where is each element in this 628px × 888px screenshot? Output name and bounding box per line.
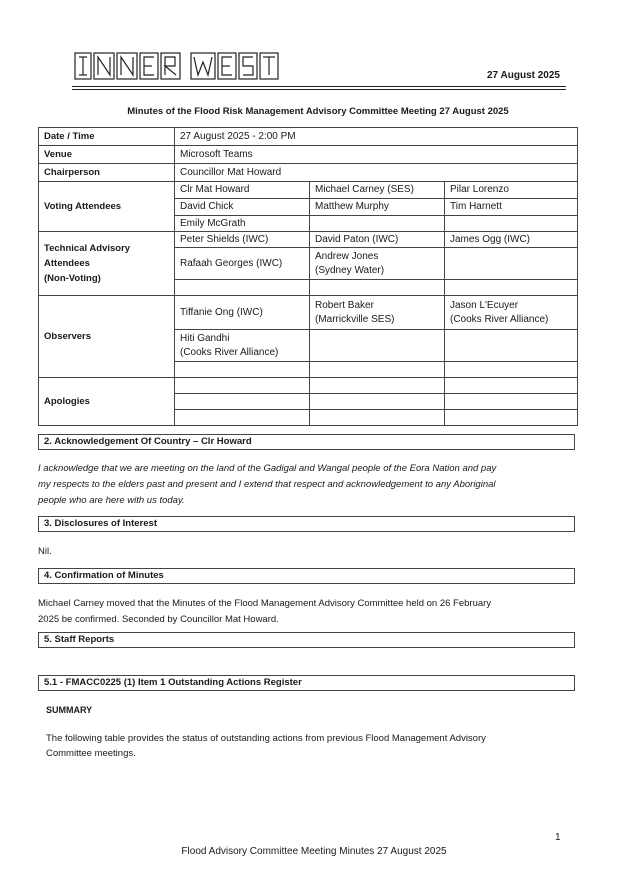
paragraph-line: my respects to the elders past and present and I extend that respect and acknowledgement to any Aboriginal bbox=[38, 479, 496, 490]
attendee-cell bbox=[445, 280, 578, 296]
attendee-cell bbox=[175, 378, 310, 394]
table-row bbox=[39, 296, 578, 330]
section-staff-reports-heading: 5. Staff Reports bbox=[38, 632, 575, 648]
disclosures-text: Nil. bbox=[38, 546, 52, 557]
attendee-cell bbox=[310, 330, 445, 362]
table-row bbox=[39, 164, 578, 182]
table-row bbox=[39, 128, 578, 146]
attendee-cell bbox=[445, 296, 578, 330]
attendee-cell: Clr Mat Howard bbox=[175, 182, 310, 199]
technical-attendees-label bbox=[39, 232, 175, 296]
attendee-cell bbox=[310, 394, 445, 410]
attendee-name: Hiti Gandhi bbox=[180, 332, 230, 344]
date-time-value: 27 August 2025 - 2:00 PM bbox=[175, 128, 578, 146]
attendee-cell: Tiffanie Ong (IWC) bbox=[175, 296, 310, 330]
attendee-name: Jason L'Ecuyer bbox=[450, 299, 519, 311]
section-disclosures-heading: 3. Disclosures of Interest bbox=[38, 516, 575, 532]
attendee-org: (Cooks River Alliance) bbox=[450, 313, 549, 325]
observers-label: Observers bbox=[39, 296, 175, 378]
attendee-cell: Tim Harnett bbox=[445, 199, 578, 216]
header-rule bbox=[72, 86, 566, 87]
attendee-cell: Peter Shields (IWC) bbox=[175, 232, 310, 248]
venue-label: Venue bbox=[39, 146, 175, 164]
section-confirmation-heading: 4. Confirmation of Minutes bbox=[38, 568, 575, 584]
attendee-cell bbox=[310, 248, 445, 280]
section-5-1-heading: 5.1 - FMACC0225 (1) Item 1 Outstanding Actions Register bbox=[38, 675, 575, 691]
attendee-cell: Pilar Lorenzo bbox=[445, 182, 578, 199]
minutes-title: Minutes of the Flood Risk Management Advisory Committee Meeting 27 August 2025 bbox=[127, 106, 509, 117]
table-row bbox=[39, 182, 578, 199]
voting-attendees-label: Voting Attendees bbox=[39, 182, 175, 232]
attendee-cell bbox=[310, 378, 445, 394]
page-footer: Flood Advisory Committee Meeting Minutes 27 August 2025 bbox=[181, 846, 447, 857]
header-date: 27 August 2025 bbox=[487, 70, 560, 81]
attendee-cell bbox=[175, 280, 310, 296]
chairperson-label: Chairperson bbox=[39, 164, 175, 182]
attendee-org: (Marrickville SES) bbox=[315, 313, 395, 325]
paragraph-line: Committee meetings. bbox=[46, 748, 136, 759]
table-row bbox=[39, 146, 578, 164]
technical-label-line: Attendees bbox=[44, 258, 90, 269]
attendance-table bbox=[38, 127, 578, 426]
attendee-cell bbox=[445, 248, 578, 280]
attendee-cell bbox=[445, 394, 578, 410]
attendee-cell: David Paton (IWC) bbox=[310, 232, 445, 248]
attendee-org: (Sydney Water) bbox=[315, 264, 385, 276]
attendee-cell: David Chick bbox=[175, 199, 310, 216]
paragraph-line: 2025 be confirmed. Seconded by Councillor Mat Howard. bbox=[38, 614, 279, 625]
chairperson-value: Councillor Mat Howard bbox=[175, 164, 578, 182]
attendee-cell bbox=[445, 362, 578, 378]
table-row bbox=[39, 378, 578, 394]
table-row bbox=[39, 232, 578, 248]
attendee-name: Robert Baker bbox=[315, 299, 374, 311]
attendee-cell: Rafaah Georges (IWC) bbox=[175, 248, 310, 280]
summary-text bbox=[46, 731, 566, 761]
apologies-label: Apologies bbox=[39, 378, 175, 426]
attendee-cell: James Ogg (IWC) bbox=[445, 232, 578, 248]
attendee-cell bbox=[310, 216, 445, 232]
attendee-cell bbox=[445, 330, 578, 362]
attendee-cell: Michael Carney (SES) bbox=[310, 182, 445, 199]
technical-label-line: (Non-Voting) bbox=[44, 273, 101, 284]
paragraph-line: The following table provides the status of outstanding actions from previous Flood Management Advisory bbox=[46, 733, 486, 744]
page-number: 1 bbox=[555, 832, 561, 843]
attendee-cell bbox=[175, 410, 310, 426]
acknowledgement-text bbox=[38, 461, 578, 509]
attendee-cell: Emily McGrath bbox=[175, 216, 310, 232]
attendee-cell: Matthew Murphy bbox=[310, 199, 445, 216]
attendee-cell bbox=[445, 216, 578, 232]
section-acknowledgement-heading: 2. Acknowledgement Of Country – Clr Howard bbox=[38, 434, 575, 450]
attendee-cell bbox=[310, 362, 445, 378]
attendee-cell bbox=[310, 280, 445, 296]
attendee-cell bbox=[175, 362, 310, 378]
attendee-cell bbox=[445, 410, 578, 426]
paragraph-line: people who are here with us today. bbox=[38, 495, 185, 506]
paragraph-line: I acknowledge that we are meeting on the land of the Gadigal and Wangal people of the Eora Nation and pay bbox=[38, 463, 497, 474]
date-time-label: Date / Time bbox=[39, 128, 175, 146]
attendee-org: (Cooks River Alliance) bbox=[180, 346, 279, 358]
venue-value: Microsoft Teams bbox=[175, 146, 578, 164]
summary-label: SUMMARY bbox=[46, 705, 93, 715]
attendee-cell bbox=[310, 410, 445, 426]
attendee-cell bbox=[175, 394, 310, 410]
inner-west-logo bbox=[74, 50, 279, 82]
attendee-cell bbox=[310, 296, 445, 330]
header-rule-double bbox=[72, 89, 566, 90]
paragraph-line: Michael Carney moved that the Minutes of the Flood Management Advisory Committee held on 26 February bbox=[38, 598, 492, 609]
attendee-cell bbox=[445, 378, 578, 394]
technical-label-line: Technical Advisory bbox=[44, 243, 131, 254]
confirmation-text bbox=[38, 596, 578, 628]
attendee-cell bbox=[175, 330, 310, 362]
attendee-name: Andrew Jones bbox=[315, 250, 379, 262]
